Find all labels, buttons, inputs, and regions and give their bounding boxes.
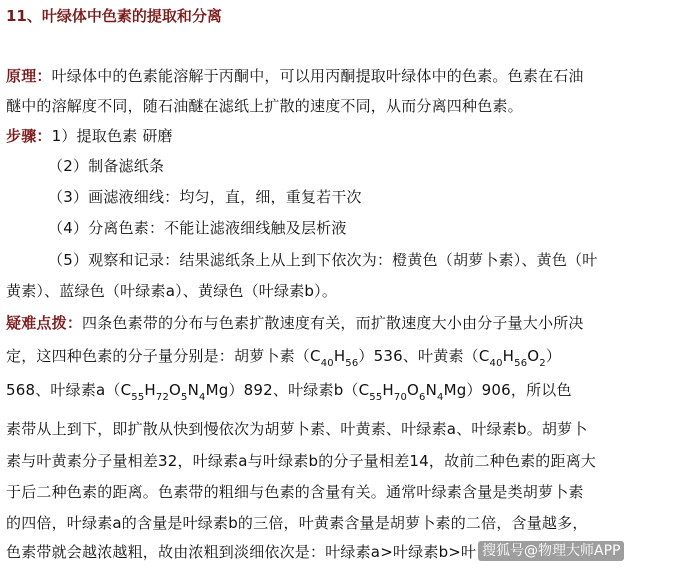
steps-line-1 bbox=[6, 126, 173, 146]
formula-text: Mg）906，所以色 bbox=[443, 381, 572, 399]
element-symbol: H bbox=[333, 347, 346, 365]
step-5-line-1: （5）观察和记录：结果滤纸条上从上到下依次为：橙黄色（胡萝卜素）、黄色（叶 bbox=[48, 251, 598, 269]
subscript: 55 bbox=[131, 392, 145, 403]
difficulty-line-4: 素带从上到下，即扩散从快到慢依次为胡萝卜素、叶黄素、叶绿素a、叶绿素b。胡萝卜 bbox=[6, 420, 588, 438]
element-symbol: H bbox=[382, 381, 394, 399]
difficulty-label: 疑难点拨 bbox=[6, 314, 67, 332]
subscript: 4 bbox=[199, 392, 206, 403]
formula-text: 568、叶绿素a（C bbox=[6, 381, 132, 399]
difficulty-line-8: 色素带就会越浓越粗，故由浓粗到淡细依次是：叶绿素a>叶绿素b>叶 bbox=[6, 543, 477, 561]
difficulty-line-5: 素与叶黄素分子量相差32，叶绿素a与叶绿素b的分子量相差14，故前二种色素的距离大 bbox=[6, 452, 597, 470]
principle-colon: ： bbox=[36, 67, 52, 85]
step-3: （3）画滤液细线：均匀，直，细，重复若干次 bbox=[48, 188, 362, 206]
subscript: 70 bbox=[393, 392, 408, 403]
subscript: 56 bbox=[514, 358, 528, 369]
element-symbol: H bbox=[502, 347, 515, 365]
difficulty-line-6: 于后二种色素的距离。色素带的粗细与色素的含量有关。通常叶绿素含量是类胡萝卜素 bbox=[6, 483, 584, 501]
principle-line-2: 醚中的溶解度不同，随石油醚在滤纸上扩散的速度不同，从而分离四种色素。 bbox=[6, 97, 523, 115]
element-symbol: N bbox=[187, 381, 200, 399]
difficulty-line-1 bbox=[6, 313, 584, 333]
element-symbol: O bbox=[407, 381, 420, 399]
subscript: 5 bbox=[181, 392, 188, 403]
difficulty-line-2 bbox=[6, 346, 562, 369]
principle-text-1: 叶绿体中的色素能溶解于丙酮中，可以用丙酮提取叶绿体中的色素。色素在石油 bbox=[51, 67, 584, 85]
difficulty-colon: ： bbox=[66, 314, 83, 332]
difficulty-line-3 bbox=[6, 380, 572, 403]
step-5-line-2: 黄素）、蓝绿色（叶绿素a）、黄绿色（叶绿素b）。 bbox=[6, 282, 338, 300]
difficulty-line-7: 的四倍，叶绿素a的含量是叶绿素b的三倍，叶黄素含量是胡萝卜素的二倍，含量越多， bbox=[6, 514, 588, 532]
subscript: 4 bbox=[437, 392, 444, 403]
watermark: 搜狐号@物理大师APP bbox=[478, 541, 624, 561]
formula-text: Mg）892、叶绿素b（C bbox=[205, 381, 370, 399]
steps-label: 步骤 bbox=[6, 127, 37, 145]
subscript: 6 bbox=[419, 392, 426, 403]
subscript: 55 bbox=[369, 392, 383, 403]
principle-line-1 bbox=[6, 66, 584, 86]
subscript: 40 bbox=[320, 358, 334, 369]
formula-text: 定，这四种色素的分子量分别是：胡萝卜素（C bbox=[6, 347, 321, 365]
element-symbol: O bbox=[169, 381, 182, 399]
formula-text: ） bbox=[545, 347, 562, 365]
steps-colon: ： bbox=[36, 127, 52, 145]
subscript: 56 bbox=[345, 358, 359, 369]
step-4: （4）分离色素：不能让滤液细线触及层析液 bbox=[48, 219, 347, 237]
element-symbol: H bbox=[144, 381, 156, 399]
step-2: （2）制备滤纸条 bbox=[48, 157, 165, 175]
subscript: 40 bbox=[489, 358, 503, 369]
difficulty-text-1: 四条色素带的分布与色素扩散速度有关，而扩散速度大小由分子量大小所决 bbox=[82, 314, 584, 332]
formula-text: ）536、叶黄素（C bbox=[358, 347, 490, 365]
step-1: 1）提取色素 研磨 bbox=[51, 127, 173, 145]
subscript: 72 bbox=[155, 392, 170, 403]
subscript: 2 bbox=[539, 358, 546, 369]
element-symbol: N bbox=[425, 381, 438, 399]
principle-label: 原理 bbox=[6, 67, 37, 85]
section-title: 11、叶绿体中色素的提取和分离 bbox=[6, 7, 222, 25]
element-symbol: O bbox=[527, 347, 540, 365]
